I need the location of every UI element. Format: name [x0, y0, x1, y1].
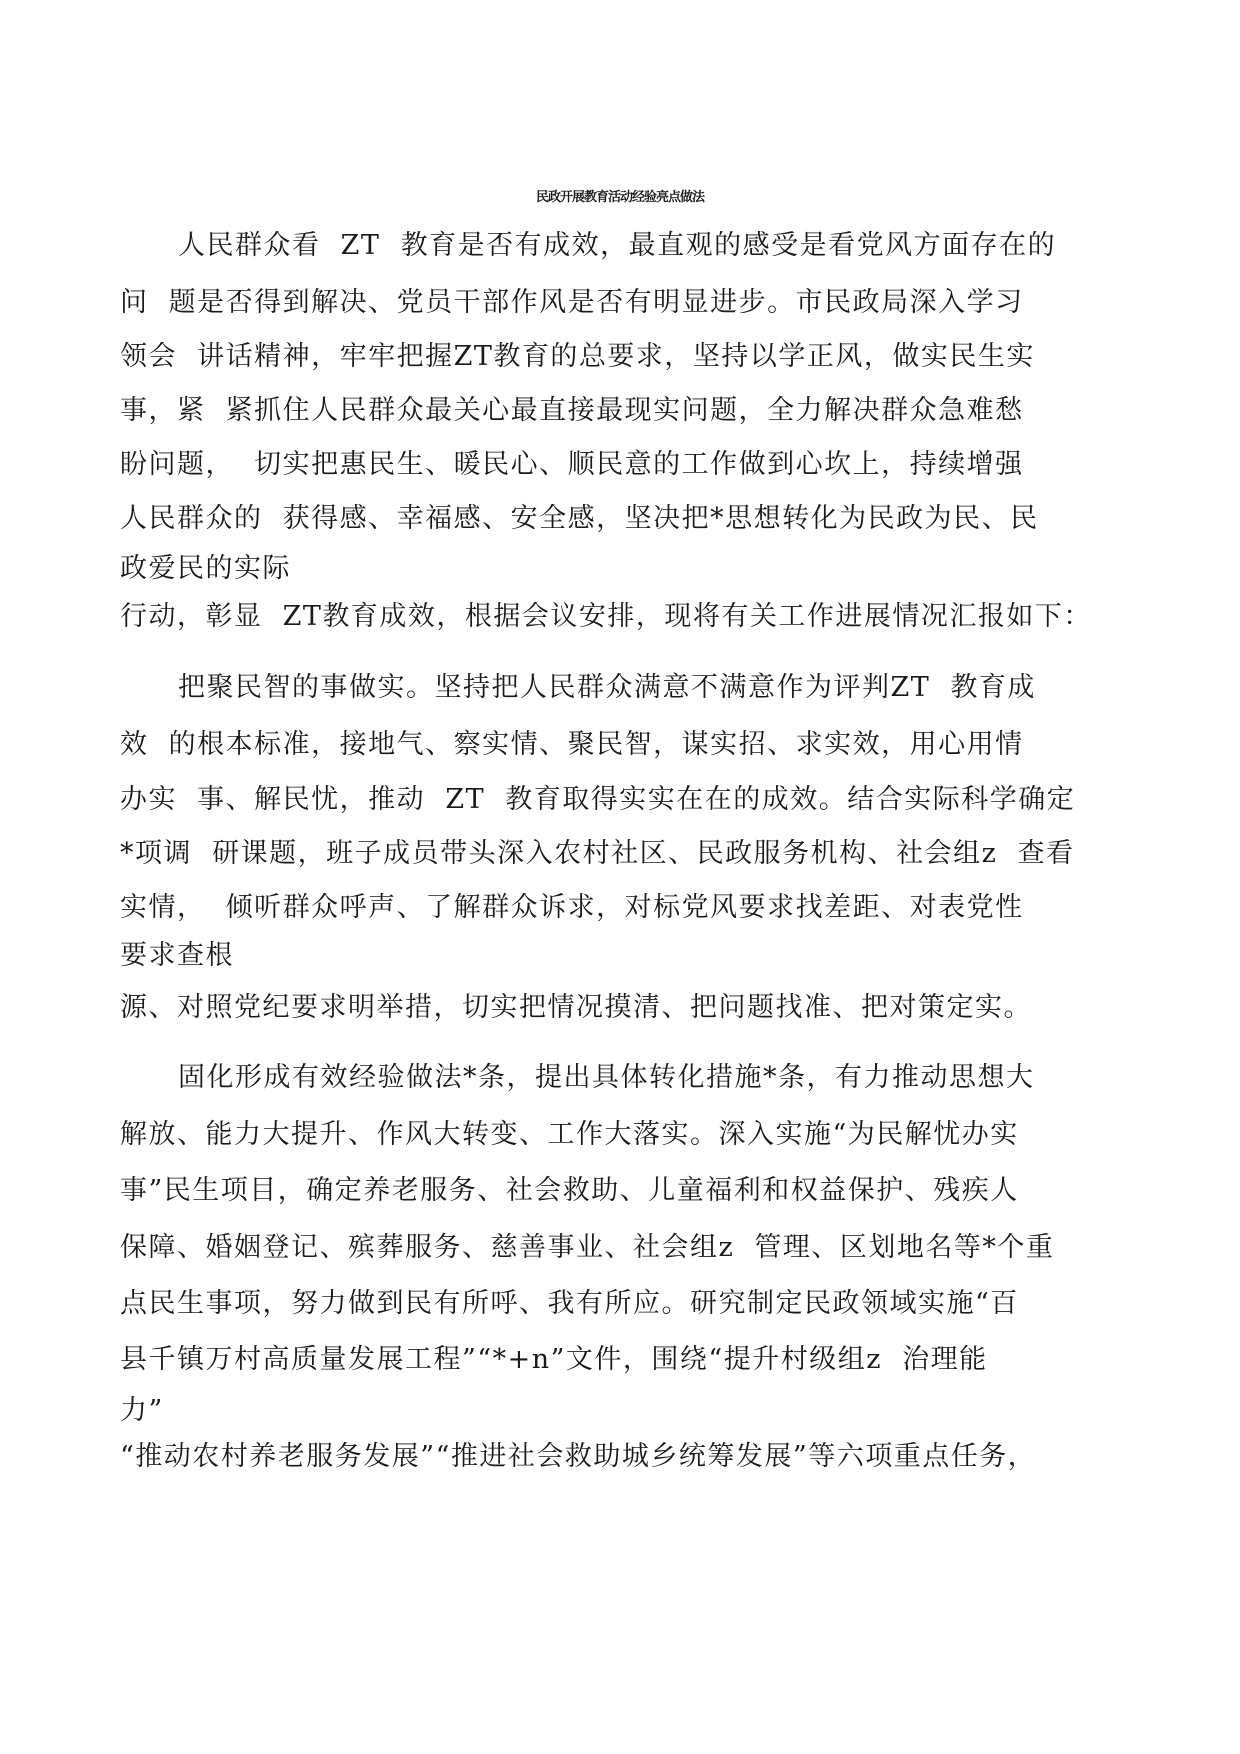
paragraph-line: 固化形成有效经验做法*条，提出具体转化措施*条，有力推动思想大 [178, 1062, 1035, 1093]
paragraph-line: 人民群众的 获得感、幸福感、安全感，坚决把*思想转化为民政为民、民 [120, 503, 1039, 534]
paragraph-line: 实情， 倾听群众呼声、了解群众诉求，对标党风要求找差距、对表党性 [120, 892, 1024, 923]
paragraph-line: 问 题是否得到解决、党员干部作风是否有明显进步。市民政局深入学习 [120, 287, 1024, 318]
paragraph-line: 效 的根本标准，接地气、察实情、聚民智，谋实招、求实效，用心用情 [120, 729, 1024, 760]
paragraph-line: 办实 事、解民忧，推动 ZT 教育取得实实在在的成效。结合实际科学确定 [120, 784, 1076, 815]
document-title: 民政开展教育活动经验亮点做法 [535, 190, 704, 205]
paragraph-line: 事，紧 紧抓住人民群众最关心最直接最现实问题，全力解决群众急难愁 [120, 395, 1024, 426]
paragraph-line: 解放、能力大提升、作风大转变、工作大落实。深入实施“为民解忧办实 [120, 1119, 1019, 1150]
paragraph-line: 力” [120, 1395, 164, 1426]
paragraph-line: 领会 讲话精神，牢牢把握ZT教育的总要求，坚持以学正风，做实民生实 [120, 341, 1035, 372]
paragraph-line: 县千镇万村高质量发展工程”“*+n”文件，围绕“提升村级组z 治理能 [120, 1344, 988, 1375]
paragraph-line: 把聚民智的事做实。坚持把人民群众满意不满意作为评判ZT 教育成 [178, 672, 1036, 703]
paragraph-line: 源、对照党纪要求明举措，切实把情况摸清、把问题找准、把对策定实。 [120, 992, 1032, 1023]
paragraph-line: 行动，彰显 ZT教育成效，根据会议安排，现将有关工作进展情况汇报如下： [120, 601, 1092, 632]
paragraph-line: 盼问题， 切实把惠民生、暖民心、顺民意的工作做到心坎上，持续增强 [120, 449, 1024, 480]
paragraph-line: 要求查根 [120, 940, 234, 971]
paragraph-line: 政爱民的实际 [120, 553, 291, 584]
paragraph-line: 事”民生项目，确定养老服务、社会救助、儿童福利和权益保护、残疾人 [120, 1175, 1019, 1206]
paragraph-line: 人民群众看 ZT 教育是否有成效，最直观的感受是看党风方面存在的 [178, 230, 1057, 261]
paragraph-line: *项调 研课题，班子成员带头深入农村社区、民政服务机构、社会组z 查看 [120, 838, 1075, 869]
paragraph-line: “推动农村养老服务发展”“推进社会救助城乡统筹发展”等六项重点任务， [120, 1441, 1037, 1472]
paragraph-line: 点民生事项，努力做到民有所呼、我有所应。研究制定民政领域实施“百 [120, 1288, 1019, 1319]
paragraph-line: 保障、婚姻登记、殡葬服务、慈善事业、社会组z 管理、区划地名等*个重 [120, 1232, 1055, 1263]
